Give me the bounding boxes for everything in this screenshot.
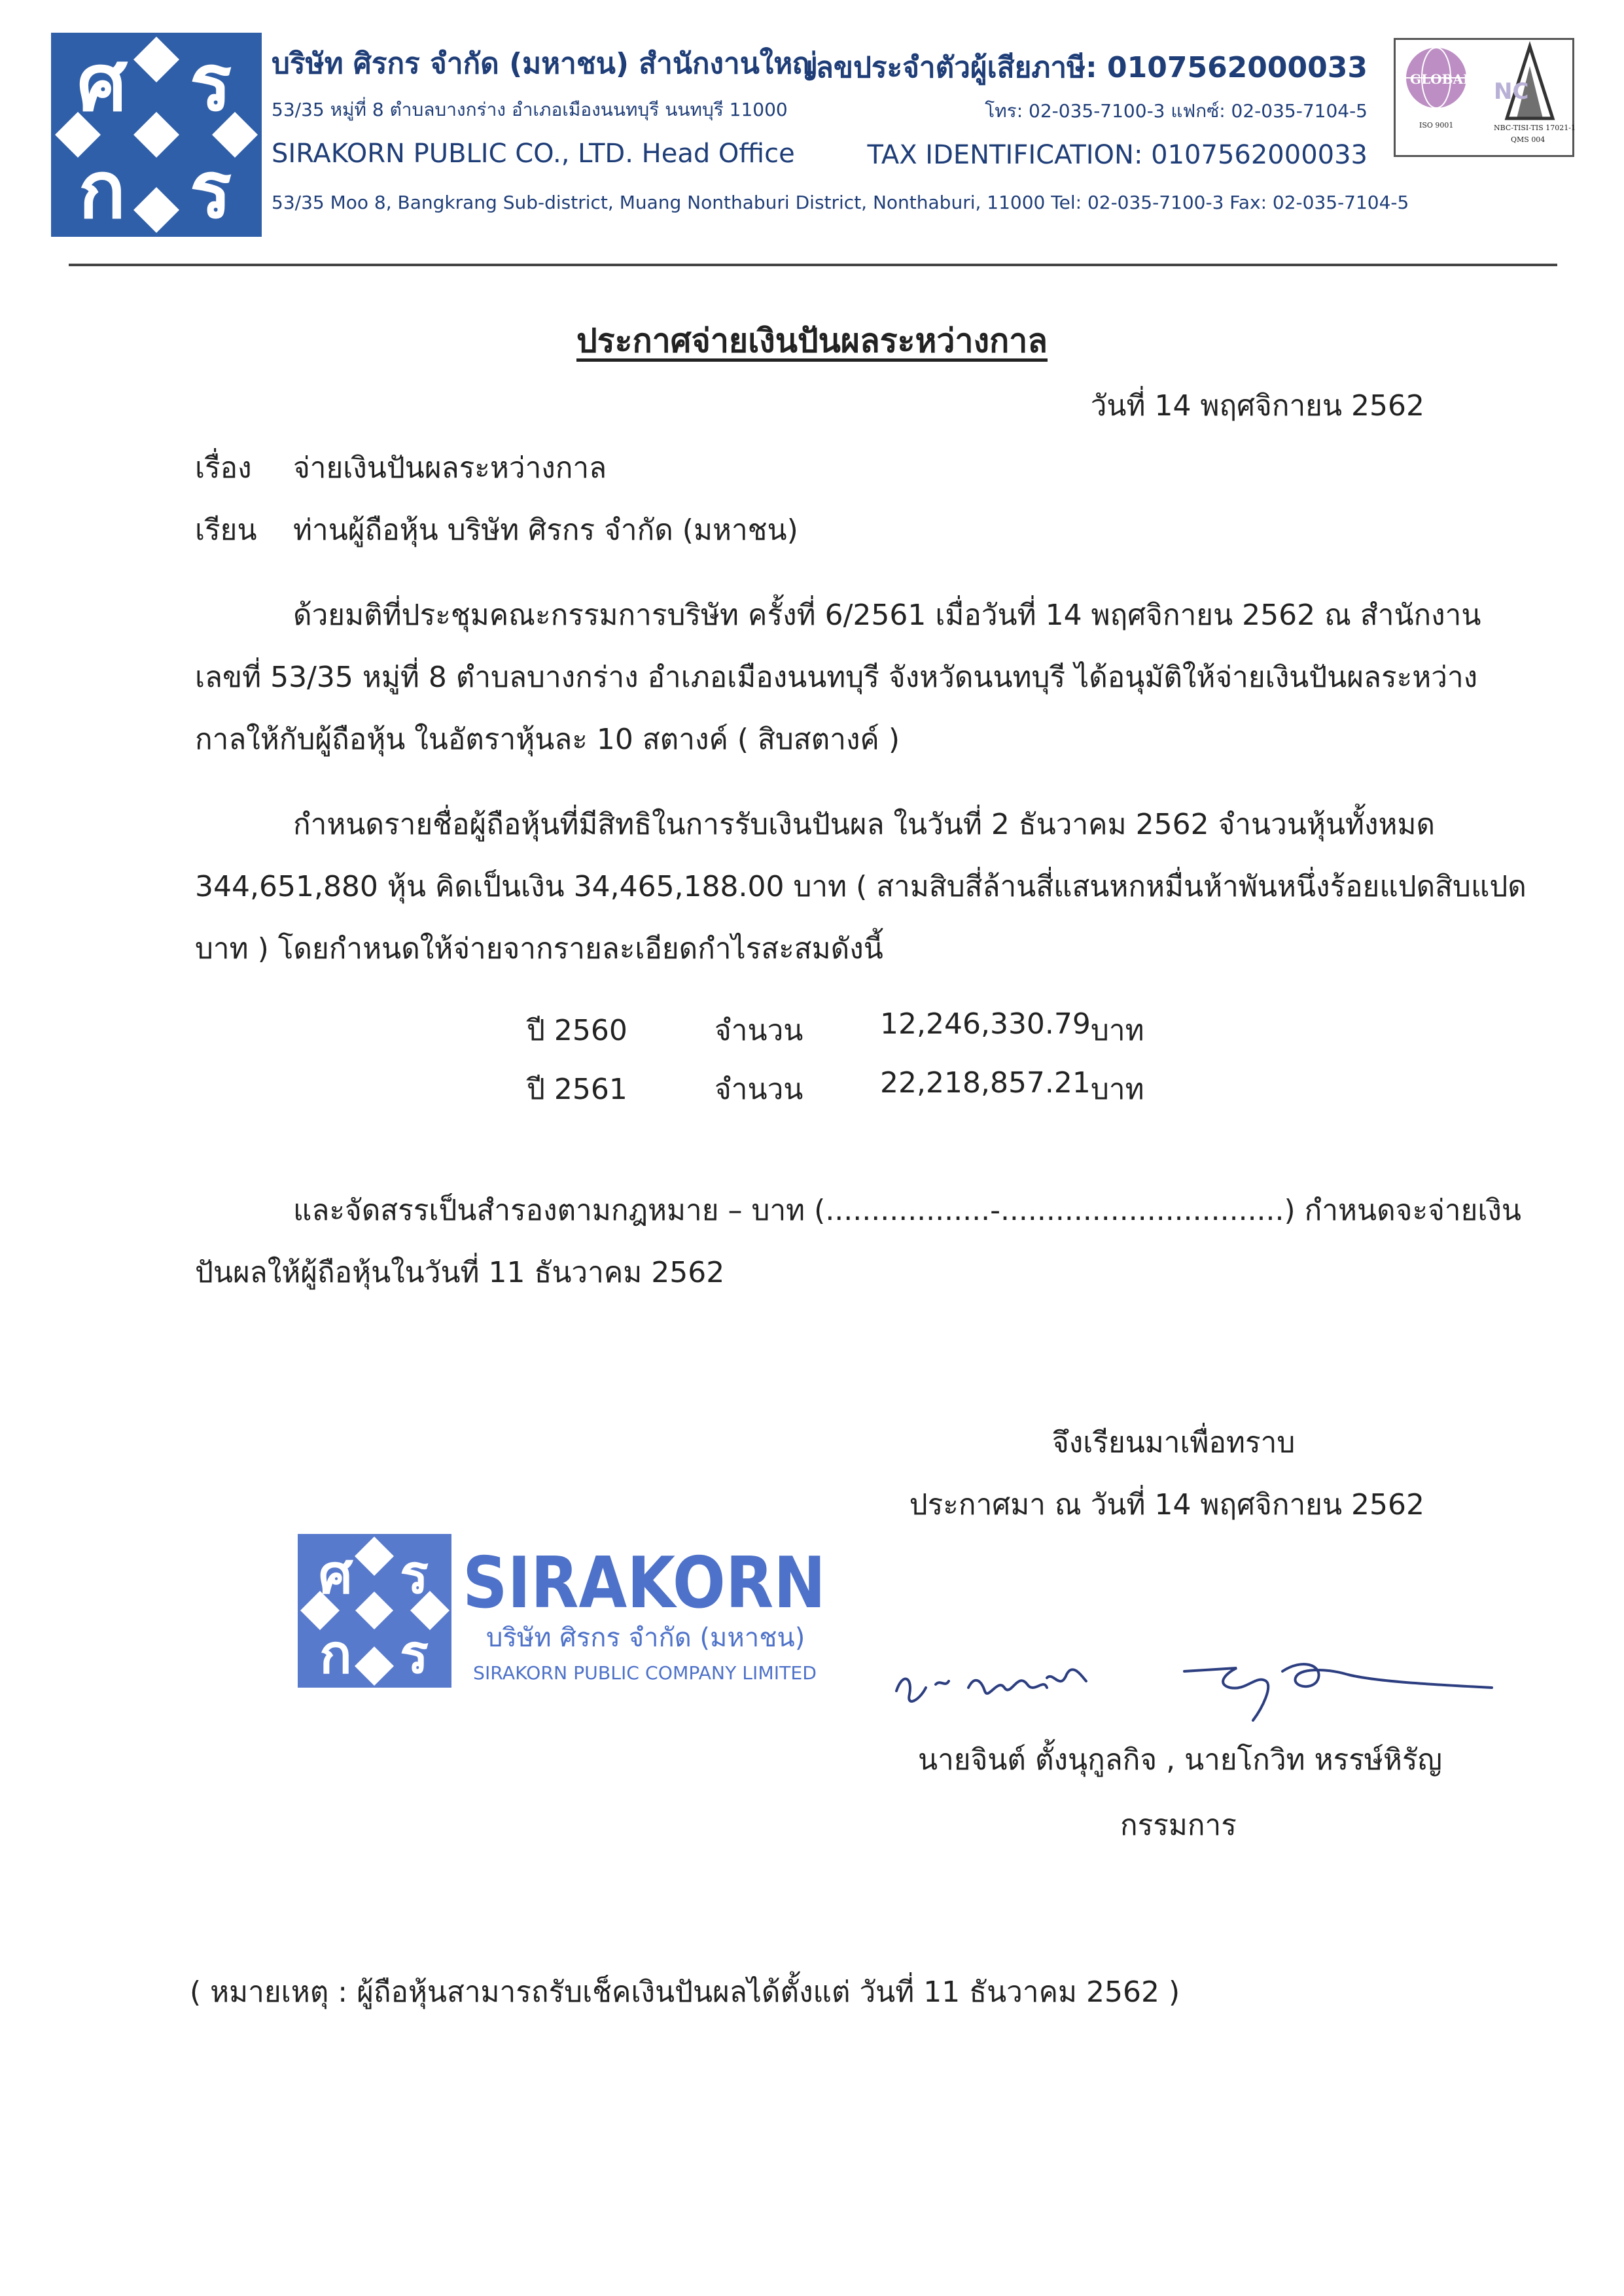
certification-marks-icon — [1396, 40, 1572, 155]
tax-id-en: TAX IDENTIFICATION: 0107562000033 — [867, 140, 1368, 170]
profit-year: ปี 2560 — [527, 1014, 627, 1047]
paragraph-line: กาลให้กับผู้ถือหุ้น ในอัตราหุ้นละ 10 สตางค์ ( สิบสตางค์ ) — [195, 723, 900, 756]
recipient-label: เรียน — [195, 513, 257, 547]
nbc-label: NBC-TISI-TIS 17021-1 — [1494, 124, 1576, 132]
footnote: ( หมายเหตุ : ผู้ถือหุ้นสามารถรับเช็คเงินปันผลได้ตั้งแต่ วันที่ 11 ธันวาคม 2562 ) — [190, 1975, 1180, 2009]
address-en: 53/35 Moo 8, Bangkrang Sub-district, Muang Nonthaburi District, Nonthaburi, 11000 Tel: 02-035-7100-3 Fax: 02-035-7104-5 — [272, 192, 1409, 213]
recipient-text: ท่านผู้ถือหุ้น บริษัท ศิรกร จำกัด (มหาชน) — [293, 513, 798, 547]
logo-letter-2: ร — [189, 38, 232, 129]
paragraph-line: เลขที่ 53/35 หมู่ที่ 8 ตำบลบางกร่าง อำเภอเมืองนนทบุรี จังหวัดนนทบุรี ได้อนุมัติให้จ่ายเงินปันผลระหว่าง — [195, 661, 1478, 694]
profit-label: จำนวน — [715, 1014, 803, 1047]
company-name-en: SIRAKORN PUBLIC CO., LTD. Head Office — [272, 139, 795, 169]
stamp-name-th: บริษัท ศิรกร จำกัด (มหาชน) — [486, 1623, 805, 1653]
iso-label: ISO 9001 — [1419, 121, 1454, 130]
stamp-name-en: SIRAKORN PUBLIC COMPANY LIMITED — [473, 1662, 817, 1684]
subject-label: เรื่อง — [195, 451, 252, 485]
profit-unit: บาท — [1091, 1073, 1144, 1106]
signer-title: กรรมการ — [1120, 1809, 1237, 1842]
profit-label: จำนวน — [715, 1073, 803, 1106]
certification-box — [1394, 38, 1574, 157]
stamp-logo-letter: ก — [319, 1624, 352, 1686]
logo-letter-3: ก — [78, 145, 126, 236]
stamp-logo-letter: ร — [399, 1544, 429, 1606]
logo-letter-4: ร — [189, 145, 232, 236]
closing-text: จึงเรียนมาเพื่อทราบ — [1052, 1426, 1296, 1459]
address-th: 53/35 หมู่ที่ 8 ตำบลบางกร่าง อำเภอเมืองนนทบุรี นนทบุรี 11000 — [272, 99, 788, 120]
paragraph-line: บาท ) โดยกำหนดให้จ่ายจากรายละเอียดกำไรสะสมดังนี้ — [195, 932, 883, 965]
paragraph-line: 344,651,880 หุ้น คิดเป็นเงิน 34,465,188.00 บาท ( สามสิบสี่ล้านสี่แสนหกหมื่นห้าพันหนึ่งร้อยแปดสิบแปด — [195, 870, 1527, 903]
stamp-logo-letter: ร — [399, 1624, 429, 1686]
company-stamp — [298, 1534, 834, 1697]
document-title: ประกาศจ่ายเงินปันผลระหว่างกาล — [576, 322, 1048, 360]
stamp-logo-letter: ศ — [318, 1544, 353, 1606]
paragraph-line: และจัดสรรเป็นสำรองตามกฎหมาย – บาท (..................-...............................) กำหนดจะจ่ายเงิน — [293, 1194, 1521, 1227]
tax-id-th: เลขประจำตัวผู้เสียภาษี: 0107562000033 — [805, 51, 1368, 84]
profit-unit: บาท — [1091, 1014, 1144, 1047]
profit-amount: 12,246,330.79 — [880, 1007, 1091, 1041]
header-divider — [69, 264, 1557, 266]
svg-text:NC: NC — [1494, 78, 1529, 105]
handwritten-signatures — [890, 1645, 1518, 1724]
paragraph-line: กำหนดรายชื่อผู้ถือหุ้นที่มีสิทธิในการรับเงินปันผล ในวันที่ 2 ธันวาคม 2562 จำนวนหุ้นทั้งหมด — [293, 808, 1436, 841]
profit-amount: 22,218,857.21 — [880, 1066, 1091, 1100]
paragraph-line: ปันผลให้ผู้ถือหุ้นในวันที่ 11 ธันวาคม 2562 — [195, 1256, 725, 1289]
subject-text: จ่ายเงินปันผลระหว่างกาล — [293, 451, 607, 485]
company-name-th: บริษัท ศิรกร จำกัด (มหาชน) สำนักงานใหญ่ — [272, 47, 817, 80]
logo-letter-1: ศ — [77, 38, 128, 129]
announcement-date: ประกาศมา ณ วันที่ 14 พฤศจิกายน 2562 — [909, 1488, 1424, 1522]
signer-names: นายจินต์ ตั้งนุกูลกิจ , นายโกวิท หรรษ์หิรัญ — [918, 1743, 1443, 1777]
global-label: GLOBAL — [1410, 71, 1473, 87]
qms-label: QMS 004 — [1511, 135, 1545, 144]
profit-year: ปี 2561 — [527, 1073, 627, 1106]
sirakorn-logo — [51, 33, 262, 237]
phone-th: โทร: 02-035-7100-3 แฟกซ์: 02-035-7104-5 — [985, 100, 1368, 122]
paragraph-line: ด้วยมติที่ประชุมคณะกรรมการบริษัท ครั้งที่ 6/2561 เมื่อวันที่ 14 พฤศจิกายน 2562 ณ สำนักงาน — [293, 599, 1481, 632]
document-date: วันที่ 14 พฤศจิกายน 2562 — [1090, 389, 1424, 423]
stamp-brand: SIRAKORN — [463, 1542, 826, 1624]
